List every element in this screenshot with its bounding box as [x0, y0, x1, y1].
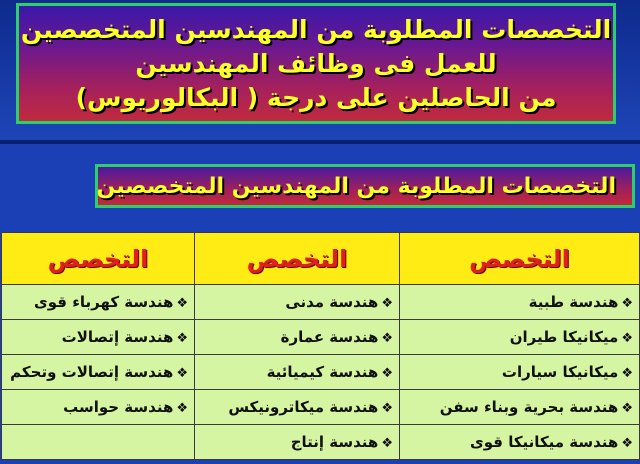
title-banner — [16, 3, 616, 124]
table-cell — [195, 425, 400, 460]
title-line-2: للعمل فى وظائف المهندسين — [135, 48, 497, 78]
table-cell — [2, 390, 195, 425]
table-cell — [400, 285, 640, 320]
table-row — [2, 320, 640, 355]
section-title: التخصصات المطلوبة من المهندسين المتخصصين — [96, 173, 616, 199]
diamond-bullet-icon: ❖ — [176, 296, 188, 311]
table-cell — [2, 285, 195, 320]
table-row — [2, 285, 640, 320]
table-row — [2, 390, 640, 425]
diamond-bullet-icon: ❖ — [381, 436, 393, 451]
table-cell — [400, 425, 640, 460]
table-cell — [195, 320, 400, 355]
cell-text: هندسة إتصالات — [61, 328, 174, 346]
cell-text: هندسة ميكاترونيكس — [228, 398, 379, 416]
cell-text: هندسة حواسب — [63, 398, 174, 416]
table-cell — [195, 285, 400, 320]
cell-text: هندسة ميكانيكا قوى — [470, 433, 619, 451]
table-cell — [2, 320, 195, 355]
specialties-table-wrap — [0, 232, 640, 464]
table-cell — [195, 390, 400, 425]
diamond-bullet-icon: ❖ — [621, 401, 633, 416]
table-cell — [195, 355, 400, 390]
table-row — [2, 425, 640, 460]
diamond-bullet-icon: ❖ — [381, 366, 393, 381]
table-cell — [400, 355, 640, 390]
diamond-bullet-icon: ❖ — [176, 366, 188, 381]
divider — [0, 140, 640, 144]
table-cell — [2, 425, 195, 460]
diamond-bullet-icon: ❖ — [621, 331, 633, 346]
cell-text: هندسة عمارة — [280, 328, 379, 346]
table-row — [2, 355, 640, 390]
cell-text: هندسة إنتاج — [290, 433, 379, 451]
diamond-bullet-icon: ❖ — [381, 331, 393, 346]
specialties-table — [1, 232, 640, 460]
diamond-bullet-icon: ❖ — [176, 331, 188, 346]
diamond-bullet-icon: ❖ — [621, 296, 633, 311]
cell-text: هندسة إتصالات وتحكم — [10, 363, 174, 381]
diamond-bullet-icon: ❖ — [381, 296, 393, 311]
diamond-bullet-icon: ❖ — [621, 436, 633, 451]
cell-text: ميكانيكا سيارات — [501, 363, 619, 381]
section-banner — [95, 164, 635, 208]
diamond-bullet-icon: ❖ — [381, 401, 393, 416]
cell-text: هندسة مدنى — [285, 293, 379, 311]
diamond-bullet-icon: ❖ — [621, 366, 633, 381]
cell-text: هندسة بحرية وبناء سفن — [439, 398, 619, 416]
cell-text: هندسة طبية — [528, 293, 619, 311]
column-header: التخصص — [2, 233, 195, 285]
table-cell — [400, 320, 640, 355]
title-line-3: من الحاصلين على درجة ( البكالوريوس) — [75, 82, 557, 112]
table-cell — [2, 355, 195, 390]
title-line-1: التخصصات المطلوبة من المهندسين المتخصصين — [20, 14, 612, 44]
column-header: التخصص — [400, 233, 640, 285]
cell-text: ميكانيكا طيران — [509, 328, 619, 346]
cell-text: هندسة كهرباء قوى — [34, 293, 174, 311]
diamond-bullet-icon: ❖ — [176, 401, 188, 416]
cell-text: هندسة كيميائية — [266, 363, 379, 381]
column-header: التخصص — [195, 233, 400, 285]
table-header-row — [2, 233, 640, 285]
table-cell — [400, 390, 640, 425]
